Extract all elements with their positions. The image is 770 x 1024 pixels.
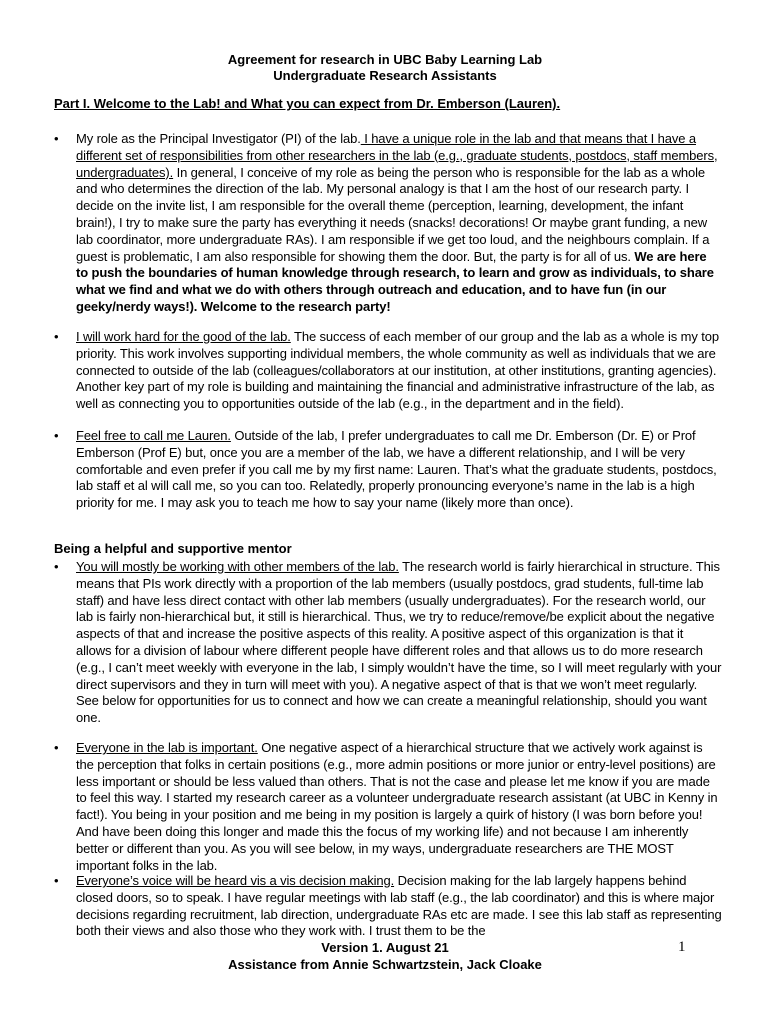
document-subtitle: Undergraduate Research Assistants bbox=[273, 68, 497, 83]
footer-assistance: Assistance from Annie Schwartzstein, Jack Cloake bbox=[228, 957, 542, 972]
mentor-section-heading: Being a helpful and supportive mentor bbox=[54, 541, 292, 556]
text-run: Decision making for the lab largely happens behind closed doors, so to speak. I have regular meetings with lab staff (e.g., the lab coordinator) and this is where major decisions regarding recruitment, lab direction, undergraduate RAs etc are made. I see this lab staff as representing both their views and also those who they work with. I trust them to be the bbox=[76, 873, 722, 939]
bold-text: We are here to push the boundaries of human knowledge through research, to learn and grow as individuals, to share what we find and what we do with others through outreach and education, and to have fun (in our geeky/nerdy ways!). Welcome to the research party! bbox=[76, 248, 714, 314]
part-one-heading: Part I. Welcome to the Lab! and What you can expect from Dr. Emberson (Lauren). bbox=[54, 96, 561, 111]
underlined-text: Feel free to call me Lauren. bbox=[76, 428, 231, 443]
mentor-bullet-voice-heard bbox=[76, 873, 722, 940]
text-run: Outside of the lab, I prefer undergraduates to call me Dr. Emberson (Dr. E) or Prof Emberson (Prof E) but, once you are a member of the lab, we have a different relationship, and I will be very comfortable and even prefer if you call me by my first name: Lauren. That’s what the graduate students, postdocs, lab staff et al will call me, so you can too. Relatedly, properly pronouncing everyone’s name in the lab is a high priority for me. I may ask you to teach me how to say your name (likely more than once). bbox=[76, 428, 717, 511]
bullet-marker: • bbox=[54, 329, 59, 344]
mentor-bullet-working-with-members bbox=[76, 559, 722, 727]
part1-bullet-role bbox=[76, 131, 722, 316]
text-run: The success of each member of our group and the lab as a whole is my top priority. This work involves supporting individual members, the whole community as well as individuals that we are connected to outside of the lab (colleagues/collaborators at our institution, at other institutions, granting agencies). Another key part of my role is building and maintaining the financial and administrative infrastructure of the lab, as well as connecting you to opportunities outside of the lab (e.g., in the department and in the field). bbox=[76, 329, 719, 412]
underlined-text: I have a unique role in the lab and that means that I have a different set of responsibilities from other researchers in the lab (e.g., graduate students, postdocs, staff members, undergraduates). bbox=[76, 131, 718, 180]
underlined-text: Everyone in the lab is important. bbox=[76, 740, 258, 755]
text-run: In general, I conceive of my role as being the person who is responsible for the lab as a whole and who determines the direction of the lab. My personal analogy is that I am the host of our research party. I decide on the invite list, I am responsible for the overall theme (perception, learning, development, the infant brain!), I try to make sure the party has everything it needs (snacks! decorations! Or maybe grant funding, a new lab coordinator, more undergraduate RAs). I am responsible if we get too loud, and the neighbours complain. If a guest is problematic, I am also responsible for showing them the door. But, the party is for all of us. bbox=[76, 164, 710, 264]
bullet-marker: • bbox=[54, 428, 59, 443]
text-run: My role as the Principal Investigator (PI) of the lab. bbox=[76, 131, 361, 146]
bullet-marker: • bbox=[54, 131, 59, 146]
bullet-marker: • bbox=[54, 559, 59, 574]
footer-version: Version 1. August 21 bbox=[321, 940, 449, 955]
text-run: One negative aspect of a hierarchical structure that we actively work against is the perception that folks in certain positions (e.g., more admin positions or more junior or entry-level positions) are less important or should be less valued than others. That is not the case and please let me know if you are made to feel this way. I started my research career as a volunteer undergraduate research assistant (at UBC in Kenny in fact!). You being in your position and me being in my position is largely a quirk of history (I was born before you! And have been doing this longer and made this the focus of my working life) and not because I am inherently better or different than you. As you will see below, in my ways, undergraduate researchers are THE MOST important folks in the lab. bbox=[76, 740, 718, 873]
bullet-marker: • bbox=[54, 740, 59, 755]
underlined-text: I will work hard for the good of the lab. bbox=[76, 329, 291, 344]
underlined-text: Everyone’s voice will be heard vis a vis decision making. bbox=[76, 873, 395, 888]
mentor-bullet-everyone-important bbox=[76, 740, 722, 874]
part1-bullet-work-hard bbox=[76, 329, 722, 413]
document-title: Agreement for research in UBC Baby Learning Lab bbox=[227, 52, 543, 67]
part1-bullet-call-me-lauren bbox=[76, 428, 722, 512]
bullet-marker: • bbox=[54, 873, 59, 888]
text-run: The research world is fairly hierarchical in structure. This means that PIs work directly with a proportion of the lab members (usually postdocs, grad students, full-time lab staff) and have less direct contact with other lab members (usually undergraduates). For the research world, our lab is fairly non-hierarchical but, it still is hierarchical. Thus, we try to reduce/remove/be explicit about the negative aspects of that and increase the positive aspects of this reality. A positive aspect of this organization is that it allows for a division of labour where different people have different roles and that allows us to do more research (e.g., I can’t meet weekly with everyone in the lab, I simply wouldn’t have the time, so I will meet regularly with your direct supervisors and they in turn will meet with you). A negative aspect of that is that we won’t meet regularly. See below for opportunities for us to connect and how we can create a meaningful relationship, should you want one. bbox=[76, 559, 722, 726]
underlined-text: You will mostly be working with other members of the lab. bbox=[76, 559, 399, 574]
page-number: 1 bbox=[678, 939, 686, 955]
